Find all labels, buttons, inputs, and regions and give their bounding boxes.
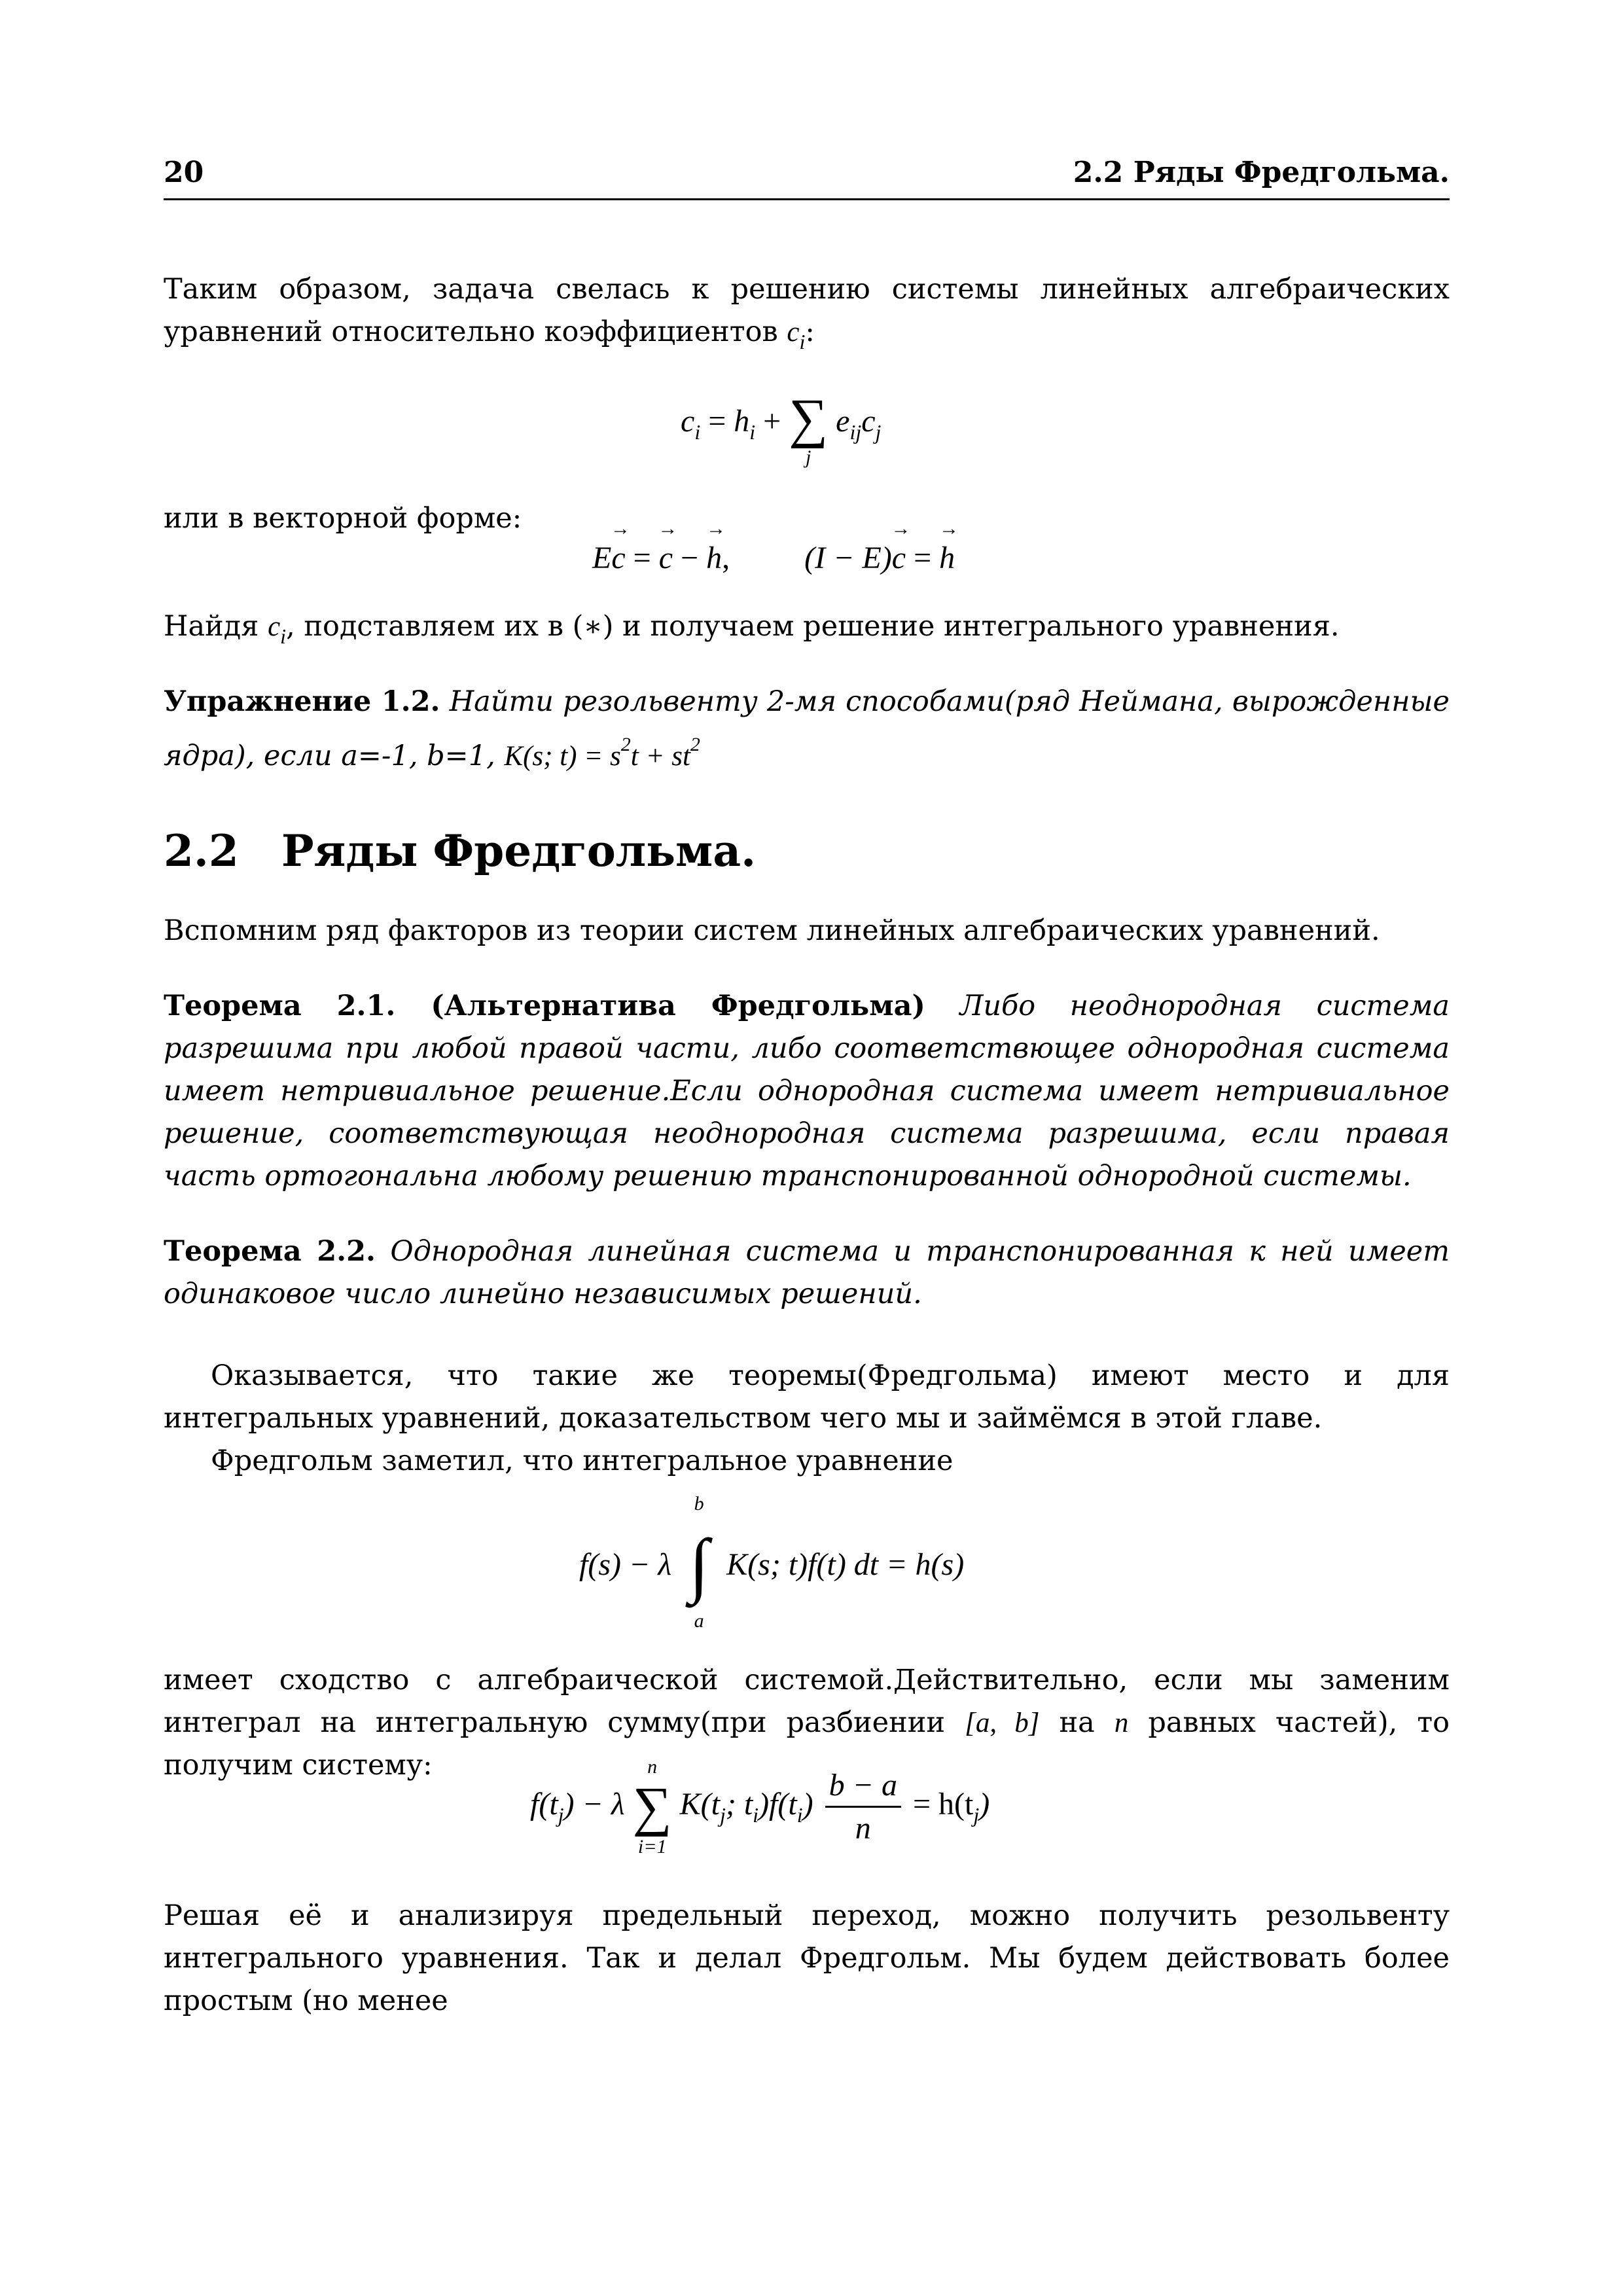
eq1-plus: + [755,404,789,439]
section-title: Ряды Фредгольма. [281,825,757,876]
eq2-equals: = [625,541,659,575]
coefficient-symbol-2 [268,611,287,648]
vector-form-label: или в векторной форме: [164,502,522,535]
paragraph-solving: Решая её и анализируя предельный переход, можно получить резольвенту интегрального уравнения. Так и делал Фредгольм. Мы будем действовать более простым (но менее [164,1899,1450,2017]
running-header [164,156,1450,198]
integral-operator [679,1493,719,1632]
fraction-step [825,1767,901,1846]
eq4-body [680,1786,813,1827]
coefficient-sub-2: i [280,624,287,648]
eq1-e: e [836,404,850,439]
paragraph-intro-text: Таким образом, задача свелась к решению системы линейных алгебраических уравнений относительно коэффициентов [164,273,1450,348]
eq4-lhs-end: ) − λ [563,1787,625,1821]
eq1-e-sub: ij [849,420,862,444]
theorem-2-2 [164,1230,1450,1316]
eq1-c-sub: j [875,420,882,444]
eq4-body-2: ; t [725,1787,753,1821]
eq2-paren: (I − E) [804,541,892,575]
eq2-vec-h: → h [706,540,722,576]
theorem-2-1-text: Либо неоднородная система разрешима при любой правой части, либо соответствющее однородная система имеет нетривиальное решение.Если однородная система имеет нетривиальное решение, соответствующая неоднородная система разрешима, если правая часть ортогональна любому решению транспонированной однородной системы. [164,990,1450,1193]
paragraph-substitute-rest: , подставляем их в (∗) и получаем решение интегрального уравнения. [286,610,1340,643]
eq1-lhs: c [681,404,695,439]
eq4-body-1: K(t [679,1787,720,1821]
fraction-denominator: n [855,1811,871,1846]
exercise-text: Найти резольвенту 2-мя способами(ряд Неймана, вырожденные ядра), если a=-1, b=1, [164,685,1450,772]
fraction-numerator: b − a [825,1767,901,1808]
eq1-h: h [734,404,750,439]
running-title: 2.2 Ряды Фредгольма. [1073,156,1450,189]
exercise-formula [504,734,700,772]
header-rule [164,198,1450,200]
integral-symbol: ∫ [689,1524,709,1604]
eq4-sub-j: j [719,1803,726,1827]
coefficient-symbol [787,317,806,353]
eq4-sub-i2: i [796,1803,803,1827]
paragraph-intro-end: : [805,315,815,348]
sum-symbol: ∑ [789,388,829,449]
exercise-formula-a: K(s; t) = s [504,741,621,772]
eq4-rhs [913,1786,990,1827]
exercise-sup-1: 2 [620,734,631,755]
eq2-vec-c-2: → c [892,540,906,576]
eq4-lhs [530,1786,625,1827]
equation-integral [579,1493,965,1640]
eq4-body-4: ) [802,1787,813,1821]
theorem-2-2-text: Однородная линейная система и транспонированная к ней имеет одинаковое число линейно независимых решений. [164,1235,1450,1310]
eq4-rhs-end: ) [979,1787,990,1821]
exercise-label: Упражнение 1.2. [164,685,440,718]
eq2-equals-2: = [906,541,940,575]
theorem-2-1-label: Теорема 2.1. (Альтернатива Фредгольма) [164,990,925,1022]
eq2-vec-c: → c [611,540,625,576]
paragraph-similarity-b: на [1059,1706,1095,1739]
eq3-body: K(s; t)f(t) dt = h(s) [726,1547,965,1582]
sum-lower-limit: j [806,446,812,468]
eq1-h-sub: i [749,420,756,444]
eq2-vec-c-rhs: → c [659,540,673,576]
eq1-c: c [861,404,876,439]
theorem-2-1 [164,985,1450,1198]
paragraph-similarity-c: равных частей), то получим систему: [164,1706,1450,1782]
paragraph-recall: Вспомним ряд факторов из теории систем линейных алгебраических уравнений. [164,914,1380,947]
sum-operator [789,388,829,468]
equation-system [681,386,882,468]
sum-lower-limit-2: i=1 [637,1835,667,1857]
exercise-sup-2: 2 [690,734,700,755]
integral-lower-limit: a [694,1610,704,1632]
paragraph-similarity-a: имеет сходство с алгебраической системой.Действительно, если мы заменим интеграл на интегральную сумму(при разбиении [164,1664,1450,1739]
coefficient-var: c [787,317,800,348]
eq2-E: E [592,541,612,575]
eq1-equals: = [700,404,734,439]
sum-upper-limit: n [647,1755,658,1778]
sum-symbol-2: ∑ [632,1776,672,1837]
eq2-vec-h-2: → h [939,540,955,576]
var-n: n [1114,1708,1129,1738]
interval-ab: [a, b] [965,1708,1040,1738]
coefficient-sub: i [799,330,806,353]
integral-upper-limit: b [694,1493,704,1515]
eq4-rhs-a: = h(t [912,1787,974,1821]
exercise-formula-b: t + st [630,741,690,772]
equation-vector-form [592,540,955,576]
eq4-rhs-sub: j [973,1803,980,1827]
eq3-lhs: f(s) − λ [579,1547,672,1582]
paragraph-substitute-start: Найдя [164,610,259,643]
eq4-lhs-a: f(t [530,1787,558,1821]
equation-integral-sum [530,1755,990,1878]
eq4-body-3: )f(t [758,1787,797,1821]
paragraph-substitute [164,605,1450,658]
section-heading [164,821,756,880]
sum-operator-2 [632,1755,672,1857]
eq1-lhs-sub: i [694,420,701,444]
eq4-lhs-sub: j [558,1803,564,1827]
page-number: 20 [164,156,204,189]
paragraph-turns-out: Оказывается, что такие же теоремы(Фредгольма) имеют место и для интегральных уравнений, доказательством чего мы и займёмся в этой главе. [164,1359,1450,1435]
section-number: 2.2 [164,825,239,876]
paragraph-fredholm-noticed: Фредгольм заметил, что интегральное уравнение [211,1444,954,1477]
theorem-2-2-label: Теорема 2.2. [164,1235,376,1268]
eq4-sub-i: i [753,1803,759,1827]
exercise-block [164,681,1450,778]
eq2-minus: − [673,541,707,575]
coefficient-var-2: c [268,611,281,642]
eq2-comma: , [722,541,730,575]
paragraph-intro [164,268,1450,363]
